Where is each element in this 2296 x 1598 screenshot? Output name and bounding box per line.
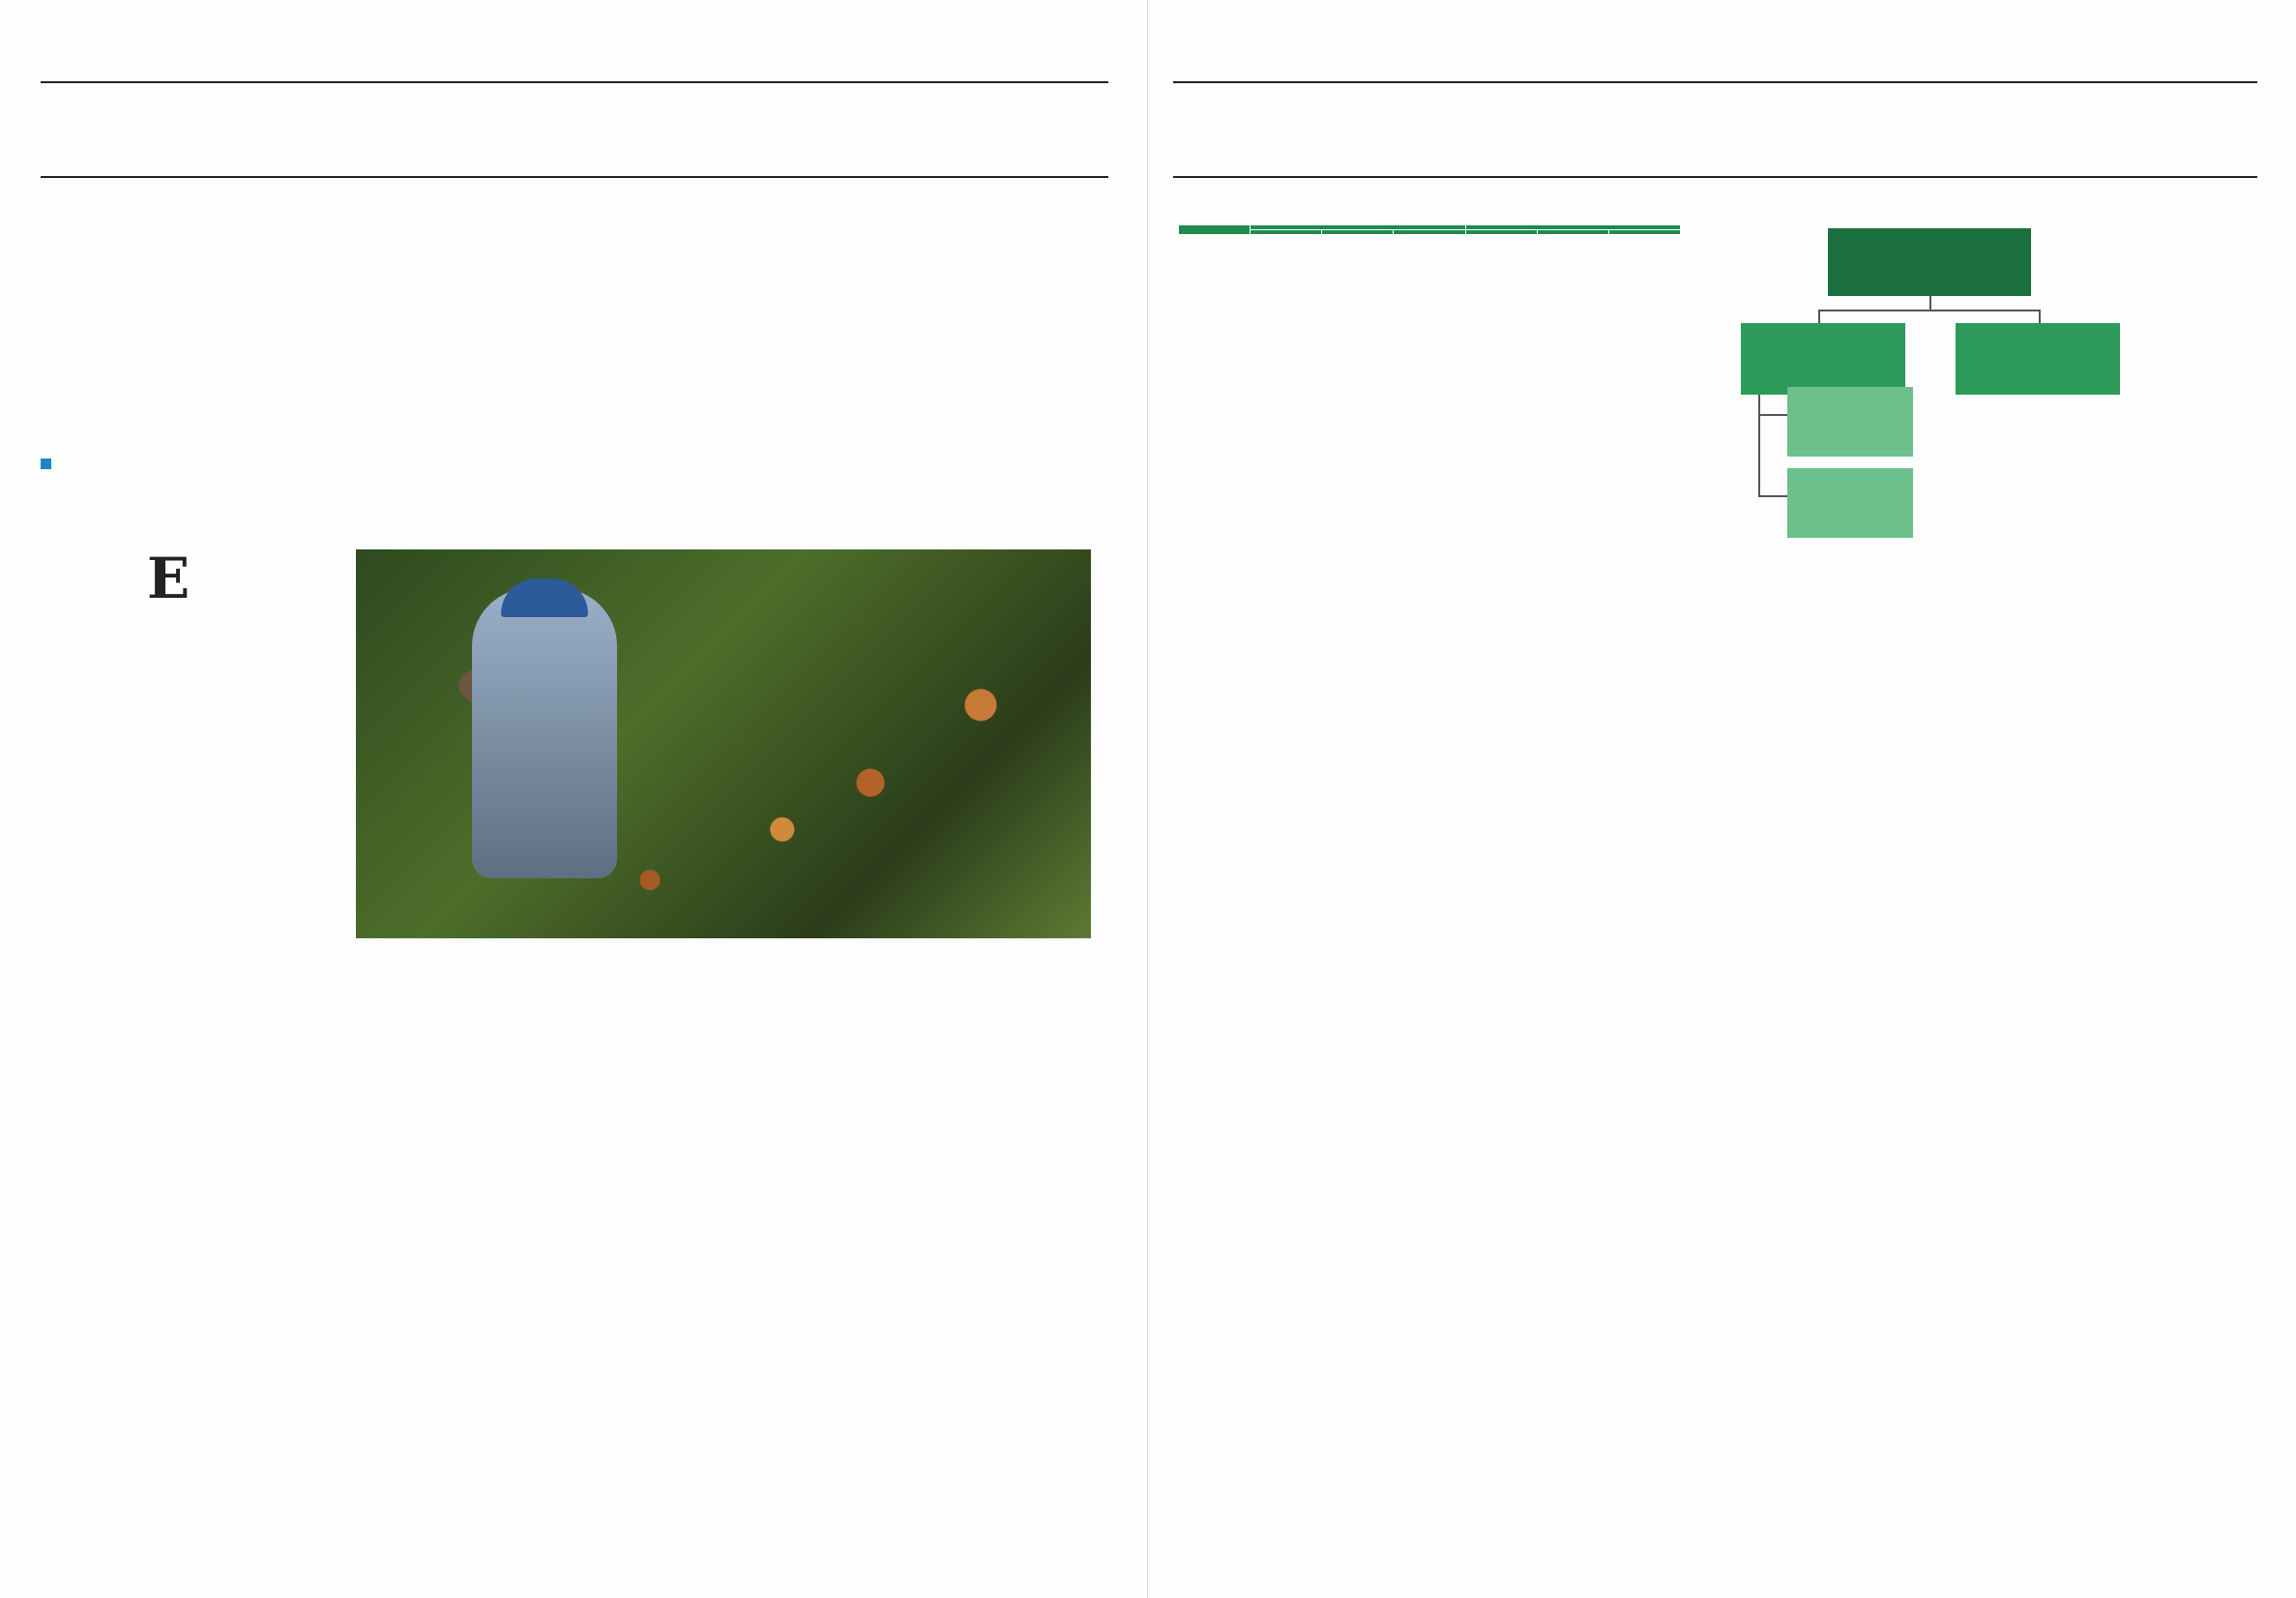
article-column-4 [785, 967, 1090, 1064]
woman-figure [472, 588, 617, 878]
divider [1173, 176, 2257, 178]
table-header [1537, 230, 1608, 235]
article-column-3 [571, 967, 764, 1064]
article-column-r2 [1389, 756, 1691, 1588]
drop-cap: E [147, 547, 191, 611]
article-column-r4 [1932, 567, 2137, 1588]
article-column-r3 [1717, 592, 1920, 1588]
article-column-1 [147, 547, 340, 1588]
org-box-active [1741, 323, 1905, 395]
divider [41, 176, 1108, 178]
table-header [1179, 225, 1251, 235]
article-column-r1 [1172, 756, 1377, 1588]
divider [41, 81, 1108, 83]
table-header [1465, 230, 1537, 235]
table-header [1322, 230, 1394, 235]
bullet-square-icon [41, 459, 51, 469]
poverty-bar-chart [571, 1085, 1074, 1569]
table-header [1608, 230, 1680, 235]
org-box-employed [1787, 387, 1913, 457]
org-box-total [1828, 228, 2031, 296]
org-box-inactive [1956, 323, 2120, 395]
org-box-unemployed [1787, 468, 1913, 538]
table-header [1394, 230, 1465, 235]
divider [1173, 81, 2257, 83]
table-header [1251, 230, 1322, 235]
income-table [1178, 224, 1681, 235]
blue-cap [501, 578, 588, 617]
coffee-harvest-photo [356, 549, 1091, 938]
lead-paragraph [41, 453, 1114, 477]
article-column-2 [356, 967, 549, 1586]
